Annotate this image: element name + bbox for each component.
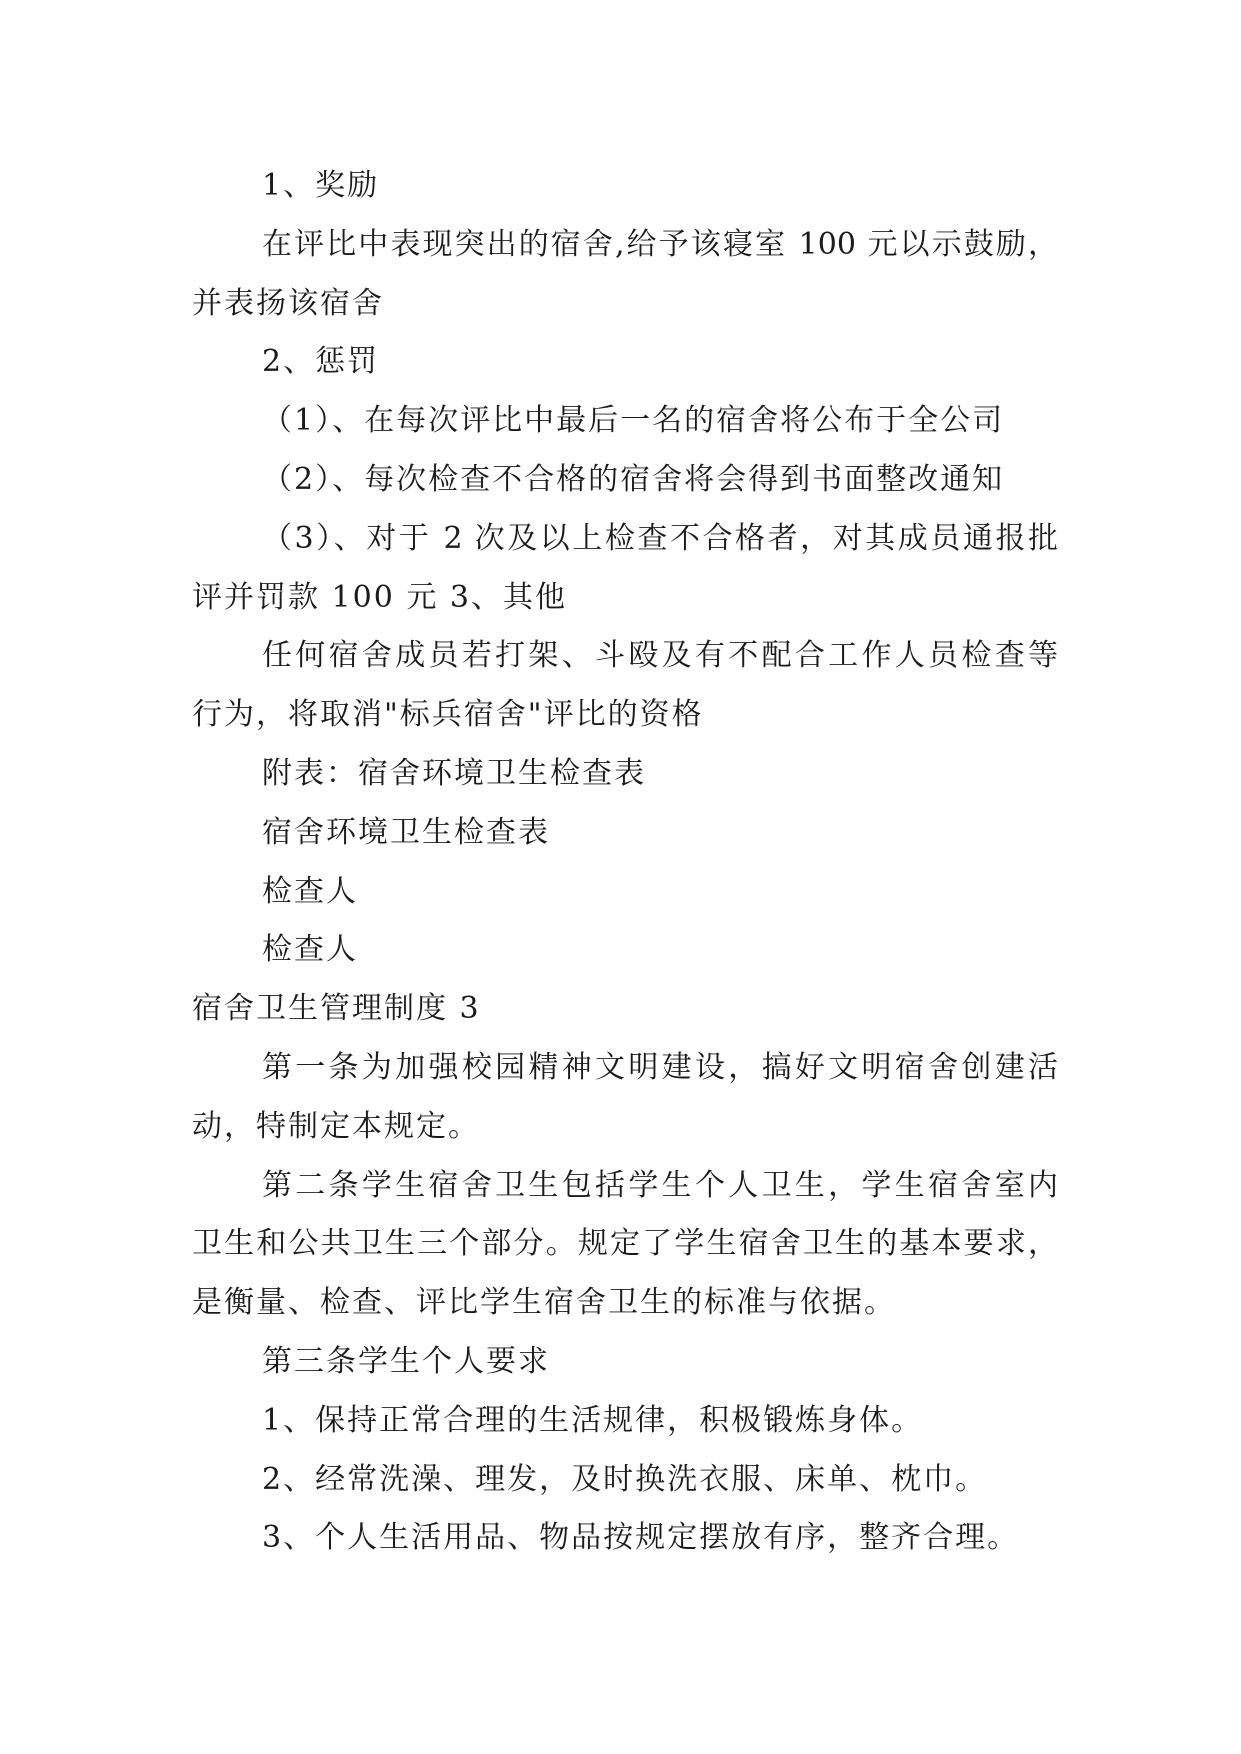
penalty-item-1: （1）、在每次评比中最后一名的宿舍将公布于全公司 bbox=[262, 403, 1005, 439]
section-title: 宿舍卫生管理制度 3 bbox=[192, 991, 481, 1027]
article-1-line: 动，特制定本规定。 bbox=[192, 1108, 480, 1144]
inspector-label: 检查人 bbox=[262, 932, 358, 968]
article-3-item-2: 2、经常洗澡、理发，及时换洗衣服、床单、枕巾。 bbox=[262, 1461, 988, 1497]
reward-paragraph-line: 在评比中表现突出的宿舍,给予该寝室 100 元以示鼓励， bbox=[262, 226, 1058, 262]
penalty-item-3-line: （3）、对于 2 次及以上检查不合格者，对其成员通报批 bbox=[262, 520, 1058, 556]
appendix-table-title: 宿舍环境卫生检查表 bbox=[262, 814, 550, 850]
appendix-label: 附表：宿舍环境卫生检查表 bbox=[262, 755, 646, 791]
document-body bbox=[0, 157, 1241, 1568]
heading-penalty: 2、惩罚 bbox=[262, 344, 380, 380]
article-2-line: 卫生和公共卫生三个部分。规定了学生宿舍卫生的基本要求， bbox=[192, 1226, 1058, 1262]
other-paragraph-line: 行为，将取消"标兵宿舍"评比的资格 bbox=[192, 697, 704, 733]
article-3-item-3: 3、个人生活用品、物品按规定摆放有序，整齐合理。 bbox=[262, 1520, 1020, 1556]
article-2-line: 第二条学生宿舍卫生包括学生个人卫生，学生宿舍室内 bbox=[262, 1167, 1058, 1203]
penalty-item-3-line: 评并罚款 100 元 3、其他 bbox=[192, 579, 567, 615]
other-paragraph-line: 任何宿舍成员若打架、斗殴及有不配合工作人员检查等 bbox=[262, 638, 1058, 674]
reward-paragraph-line: 并表扬该宿舍 bbox=[192, 285, 384, 321]
article-3-heading: 第三条学生个人要求 bbox=[262, 1343, 550, 1379]
article-3-item-1: 1、保持正常合理的生活规律，积极锻炼身体。 bbox=[262, 1402, 924, 1438]
heading-reward: 1、奖励 bbox=[262, 168, 380, 203]
article-1-line: 第一条为加强校园精神文明建设，搞好文明宿舍创建活 bbox=[262, 1049, 1058, 1085]
article-2-line: 是衡量、检查、评比学生宿舍卫生的标准与依据。 bbox=[192, 1285, 896, 1321]
penalty-item-2: （2）、每次检查不合格的宿舍将会得到书面整改通知 bbox=[262, 461, 1005, 497]
inspector-label: 检查人 bbox=[262, 873, 358, 909]
